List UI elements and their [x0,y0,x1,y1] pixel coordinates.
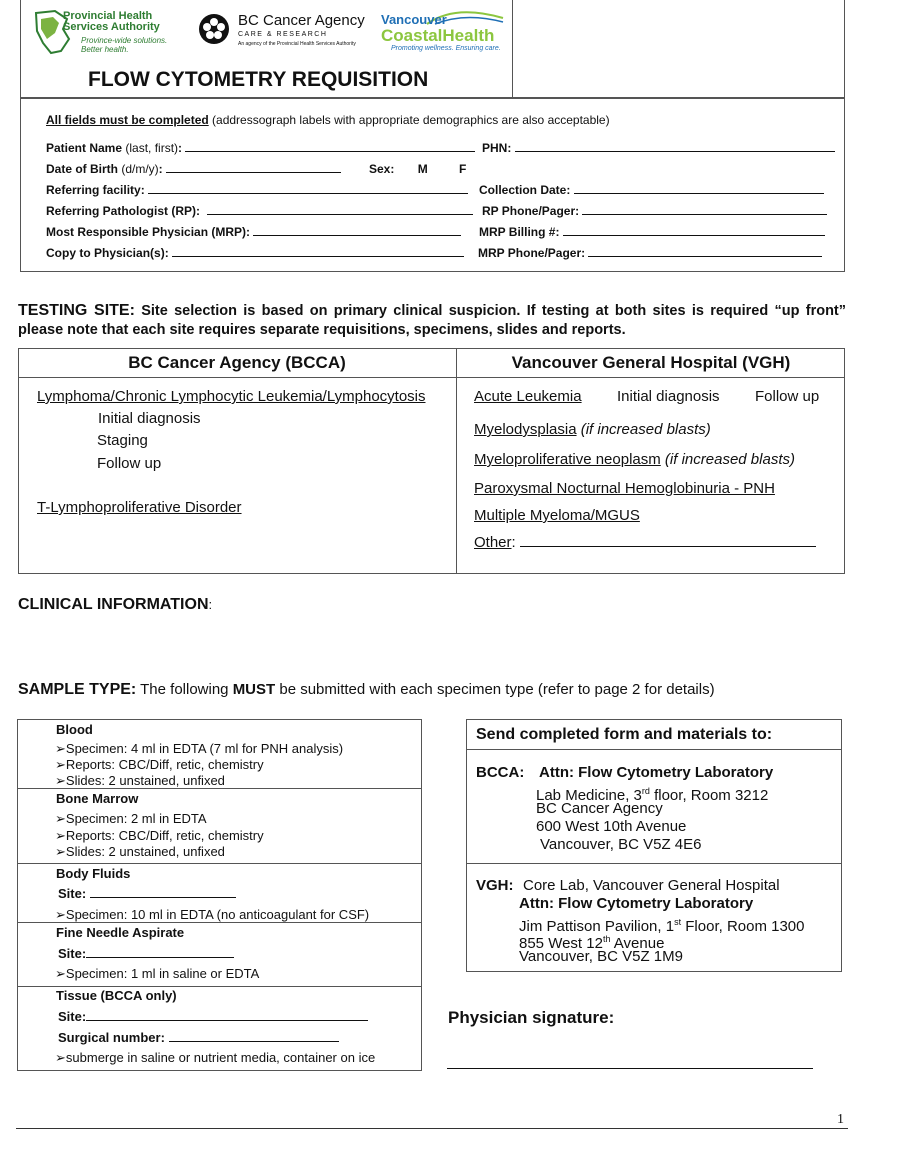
clinical-information[interactable] [18,596,212,614]
physician-signature-label: Physician signature: [448,1008,615,1027]
vgh-follow-up-option[interactable]: Follow up [755,388,820,405]
dob-label: Date of Birth [46,162,118,176]
header-divider [512,0,513,98]
bcca-logo [198,11,368,51]
vgh-address-label: VGH: [476,877,514,894]
vgh-myeloma-option[interactable]: Multiple Myeloma/MGUS [474,507,640,524]
bcca-initial-diagnosis-option[interactable]: Initial diagnosis [98,410,201,427]
body-fluids-site-label: Site: [58,886,87,901]
blood-item: ➢Reports: CBC/Diff, retic, chemistry [55,757,264,772]
sample-type-text-2: be submitted with each specimen type (refer to page 2 for details) [275,681,715,698]
vch-name-2: CoastalHealth [381,26,495,45]
tissue-site-label: Site: [58,1009,87,1024]
body-fluids-site-field[interactable] [58,886,236,901]
bcca-address-label: BCCA: [476,764,525,781]
fna-item: ➢Specimen: 1 ml in saline or EDTA [55,966,260,981]
body-fluids-site-line[interactable] [90,887,236,898]
phsa-name: Provincial Health Services Authority [63,10,160,33]
bcca-sub: CARE & RESEARCH [238,31,328,38]
fna-site-label: Site: [58,946,87,961]
rp-phone-label: RP Phone/Pager: [482,204,580,218]
phsa-tagline-1: Province-wide solutions. [81,36,168,45]
sample-type-must: MUST [232,681,276,698]
bcca-flower-icon [198,13,230,45]
vgh-column-header: Vancouver General Hospital (VGH) [511,353,791,372]
sex-label: Sex: [369,162,395,176]
referring-pathologist-field[interactable] [46,204,473,218]
patient-name-line[interactable] [185,141,475,152]
testing-site-description: Site selection is based on primary clinical suspicion. If testing at both sites is required “up front” please note that each site requires separate requisitions, specimens, slides and reports. [18,303,847,338]
patient-name-field[interactable]: Patient Name (last, first): [46,141,475,155]
phsa-tagline-2: Better health. [81,45,129,54]
referring-pathologist-line[interactable] [207,204,473,215]
mrp-billing-field[interactable] [479,225,825,239]
mpn-note: (if increased blasts) [660,451,795,468]
bcca-name: BC Cancer Agency [238,12,365,29]
mrp-billing-label: MRP Billing #: [479,225,560,239]
bcca-staging-option[interactable]: Staging [97,432,148,449]
bcca-attn: Attn: Flow Cytometry Laboratory [539,764,774,781]
blood-item: ➢Slides: 2 unstained, unfixed [55,773,225,788]
sample-rule-2 [17,863,422,864]
send-to-heading: Send completed form and materials to: [476,726,773,743]
physician-signature-line[interactable] [447,1068,813,1069]
patient-name-hint: (last, first) [122,141,179,155]
mrp-billing-line[interactable] [563,225,825,236]
dob-line[interactable] [166,162,341,173]
clinical-heading: CLINICAL INFORMATION [18,596,209,613]
phn-line[interactable] [515,141,835,152]
marrow-item: ➢Slides: 2 unstained, unfixed [55,844,225,859]
testing-site-text [18,301,846,340]
bone-marrow-title: Bone Marrow [56,791,139,806]
send-to-rule-2 [466,863,842,864]
body-fluids-title: Body Fluids [56,866,131,881]
sample-type-text-1: The following [136,681,233,698]
bcca-follow-up-option[interactable]: Follow up [97,455,162,472]
testing-site-col-divider [456,348,457,574]
other-colon: : [511,534,516,551]
mpn-label: Myeloproliferative neoplasm [474,451,661,468]
bcca-address-line-2: BC Cancer Agency [536,800,663,817]
patient-name-label: Patient Name [46,141,123,155]
phn-field[interactable] [482,141,835,155]
vgh-myelodysplasia-option[interactable] [474,421,711,438]
bcca-address-line-4: Vancouver, BC V5Z 4E6 [540,836,702,853]
tissue-item: ➢submerge in saline or nutrient media, container on ice [55,1050,376,1065]
surgical-number-line[interactable] [169,1031,339,1042]
tissue-title: Tissue (BCCA only) [56,988,177,1003]
mrp-field[interactable] [46,225,461,239]
vch-name-1: Vancouver [381,12,447,27]
copy-to-label: Copy to Physician(s): [46,246,169,260]
vgh-address-line-0: Core Lab, Vancouver General Hospital [523,877,780,894]
tissue-site-line[interactable] [86,1010,368,1021]
rp-phone-line[interactable] [582,204,827,215]
body-fluids-item: ➢Specimen: 10 ml in EDTA (no anticoagulant for CSF) [55,907,370,922]
vgh-address-line-3: Vancouver, BC V5Z 1M9 [519,948,683,965]
marrow-item: ➢Specimen: 2 ml in EDTA [55,811,207,826]
vgh-acute-leukemia-option[interactable]: Acute Leukemia [474,388,582,405]
testing-site-heading: TESTING SITE: [18,302,135,319]
marrow-item: ➢Reports: CBC/Diff, retic, chemistry [55,828,264,843]
bcca-lymphoma-option[interactable]: Lymphoma/Chronic Lymphocytic Leukemia/Lymphocytosis [37,388,426,405]
sex-m-option[interactable]: M [417,162,428,176]
bcca-sub-2: An agency of the Provincial Health Services Authority [238,41,356,47]
other-label: Other [474,534,512,551]
sex-f-option[interactable]: F [459,162,467,176]
surgical-number-label: Surgical number: [58,1030,165,1045]
fna-site-field[interactable] [58,946,234,961]
collection-date-field[interactable] [479,183,824,197]
dob-hint: (d/m/y) [118,162,159,176]
blood-title: Blood [56,722,93,737]
sample-type-heading-line [18,681,715,699]
form-instructions [46,113,610,127]
mrp-line[interactable] [253,225,461,236]
dob-field[interactable]: Date of Birth (d/m/y): [46,162,341,176]
instructions-bold: All fields must be completed [46,113,209,127]
fna-site-line[interactable] [86,947,234,958]
vch-logo [381,8,506,56]
phn-label: PHN: [482,141,512,155]
referring-facility-line[interactable] [148,183,468,194]
referring-facility-field[interactable] [46,183,468,197]
collection-date-line[interactable] [574,183,824,194]
page-title: FLOW CYTOMETRY REQUISITION [88,68,429,91]
bcca-address-line-3: 600 West 10th Avenue [536,818,687,835]
referring-pathologist-label: Referring Pathologist (RP): [46,204,201,218]
page-number: 1 [837,1112,844,1127]
copy-to-line[interactable] [172,246,464,257]
other-line[interactable] [520,534,816,547]
footer-rule [16,1128,848,1129]
mrp-phone-line[interactable] [588,246,822,257]
collection-date-label: Collection Date: [479,183,571,197]
fna-title: Fine Needle Aspirate [56,925,185,940]
vgh-pnh-option[interactable]: Paroxysmal Nocturnal Hemoglobinuria - PNH [474,480,775,497]
instructions-rest: (addressograph labels with appropriate demographics are also acceptable) [208,113,610,127]
sample-type-heading: SAMPLE TYPE: [18,681,137,698]
rp-phone-field[interactable] [482,204,827,218]
sample-rule-4 [17,986,422,987]
mrp-phone-field[interactable] [478,246,822,260]
mrp-label: Most Responsible Physician (MRP): [46,225,251,239]
clinical-colon: : [208,597,213,612]
blood-item: ➢Specimen: 4 ml in EDTA (7 ml for PNH analysis) [55,741,344,756]
bcca-column-header: BC Cancer Agency (BCCA) [128,353,346,372]
copy-to-field[interactable] [46,246,464,260]
mrp-phone-label: MRP Phone/Pager: [478,246,586,260]
phsa-logo [33,9,183,57]
bcca-tlpd-option[interactable]: T-Lymphoproliferative Disorder [37,499,242,516]
tissue-site-field[interactable] [58,1009,368,1024]
vgh-address-line-2: 855 West 12th Avenue [519,934,665,952]
vgh-mpn-option[interactable] [474,451,795,468]
vch-tagline: Promoting wellness. Ensuring care. [391,45,501,52]
sex-field[interactable] [369,162,466,176]
send-to-rule-1 [466,749,842,750]
bcca-address-line-1: Lab Medicine, 3rd floor, Room 3212 [536,786,769,804]
mds-note: (if increased blasts) [576,421,711,438]
testing-site-header-rule [18,377,845,378]
surgical-number-field[interactable] [58,1030,339,1045]
vgh-address-line-1: Jim Pattison Pavilion, 1st Floor, Room 1300 [519,917,805,935]
vgh-attn: Attn: Flow Cytometry Laboratory [519,895,754,912]
referring-facility-label: Referring facility: [46,183,145,197]
vgh-initial-diagnosis-option[interactable]: Initial diagnosis [617,388,720,405]
mds-label: Myelodysplasia [474,421,577,438]
vgh-other-field[interactable] [474,534,816,551]
